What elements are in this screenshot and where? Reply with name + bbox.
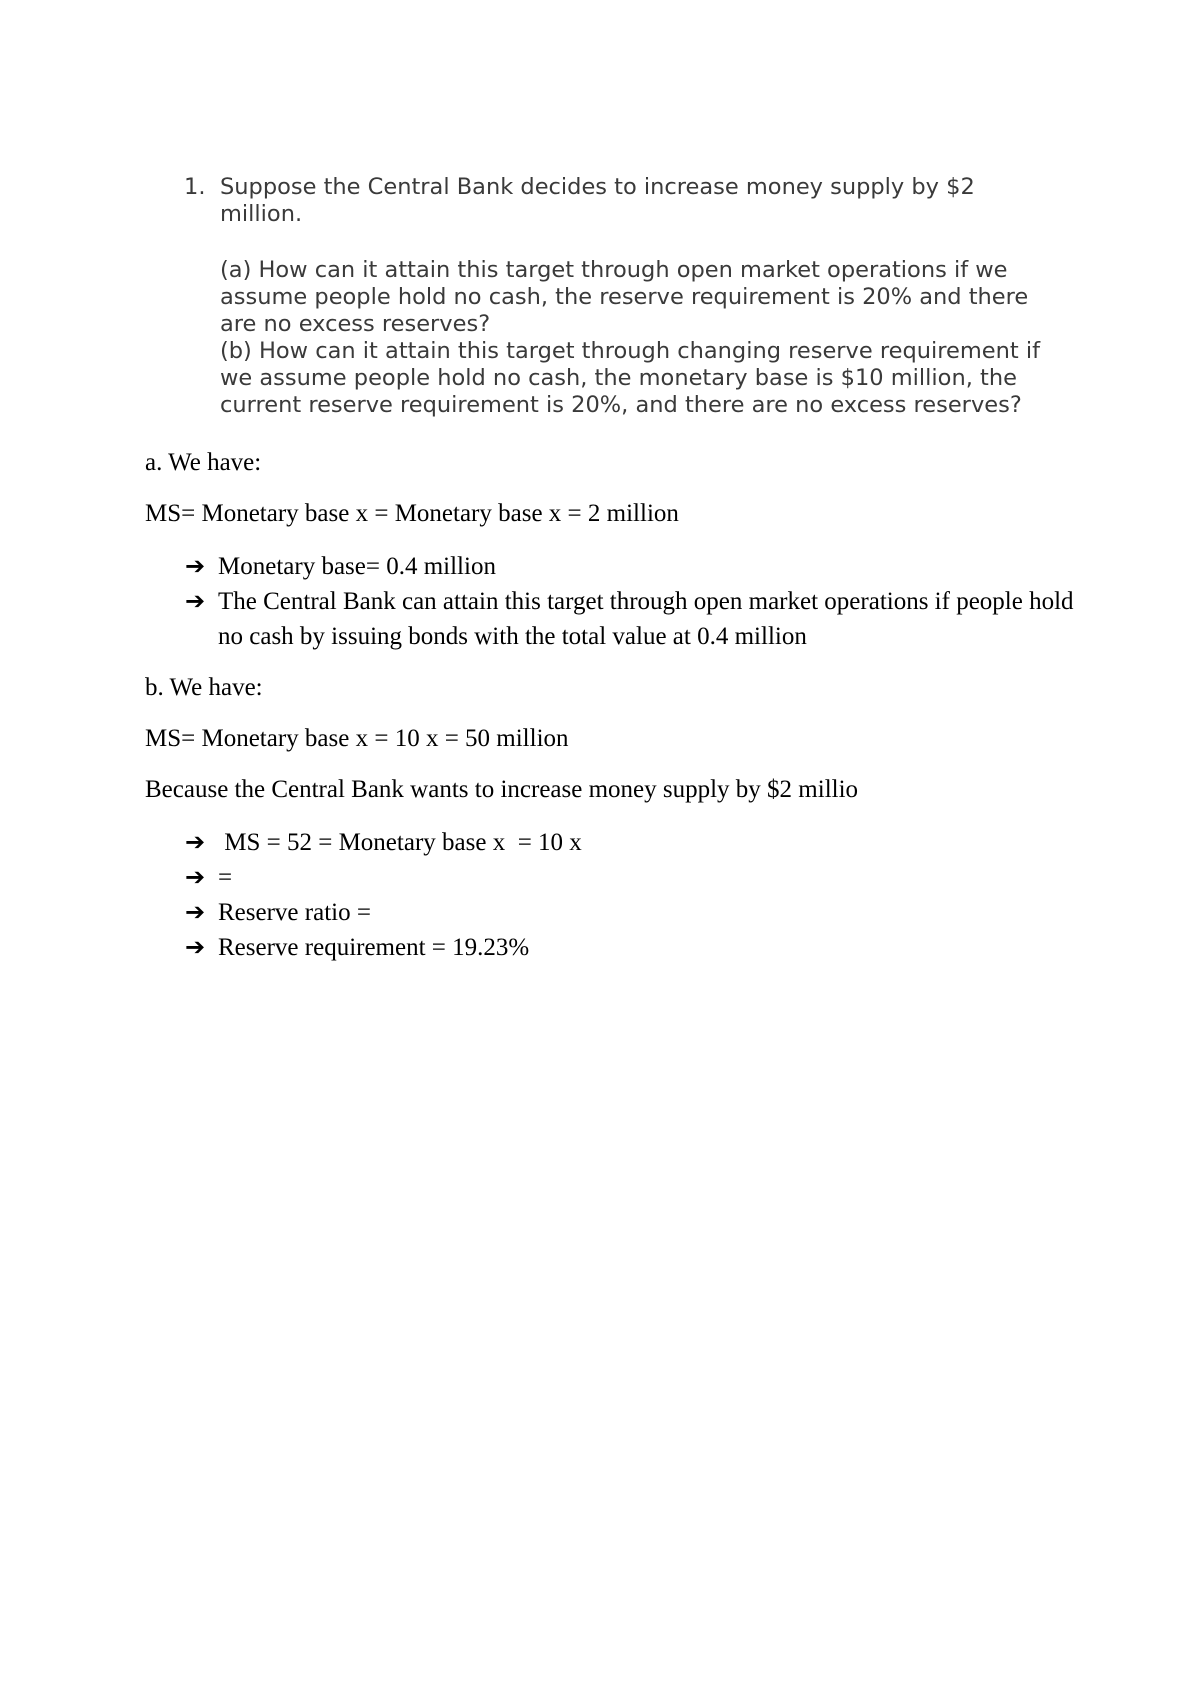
answer-b-because: Because the Central Bank wants to increase money supply by $2 millio <box>145 776 859 803</box>
question-body <box>220 174 1070 419</box>
question-block <box>184 174 1084 419</box>
question-part-a: (a) How can it attain this target through open market operations if we assume people hold no cash, the reserve requirement is 20% and there are no excess reserves? <box>220 257 1029 337</box>
bullet-text: Reserve ratio = <box>218 899 371 926</box>
question-part-b: (b) How can it attain this target through changing reserve requirement if we assume people hold no cash, the monetary base is $10 million, the current reserve requirement is 20%, and there are no excess reserves? <box>220 338 1041 418</box>
list-item <box>185 860 1085 895</box>
bullet-text: Reserve requirement = 19.23% <box>218 934 530 961</box>
arrow-right-icon: ➔ <box>185 898 206 926</box>
list-item <box>185 584 1085 654</box>
question-line-2: million. <box>220 201 303 227</box>
arrow-right-icon: ➔ <box>185 863 206 891</box>
bullet-text: = <box>218 864 233 891</box>
question-number: 1. <box>184 174 206 200</box>
answer-a-heading: a. We have: <box>145 449 262 476</box>
answer-b-equation: MS= Monetary base x = 10 x = 50 million <box>145 725 569 752</box>
bullet-text: Monetary base= 0.4 million <box>218 553 496 580</box>
bullet-text: The Central Bank can attain this target through open market operations if people hold no cash by issuing bonds with the total value at 0.4 million <box>218 588 1074 650</box>
bullet-text: MS = 52 = Monetary base x = 10 x <box>218 829 582 856</box>
answer-a-bullets <box>185 549 1085 654</box>
arrow-right-icon: ➔ <box>185 552 206 580</box>
question-spacer <box>220 228 1070 257</box>
list-item <box>185 825 1085 860</box>
answer-b-heading: b. We have: <box>145 674 263 701</box>
list-item <box>185 549 1085 584</box>
answer-b-bullets <box>185 825 1085 965</box>
list-item <box>185 930 1085 965</box>
arrow-right-icon: ➔ <box>185 828 206 856</box>
arrow-right-icon: ➔ <box>185 933 206 961</box>
question-line-1: Suppose the Central Bank decides to increase money supply by $2 <box>220 174 975 200</box>
list-item <box>185 895 1085 930</box>
arrow-right-icon: ➔ <box>185 587 206 615</box>
answer-a-equation: MS= Monetary base x = Monetary base x = 2 million <box>145 500 679 527</box>
